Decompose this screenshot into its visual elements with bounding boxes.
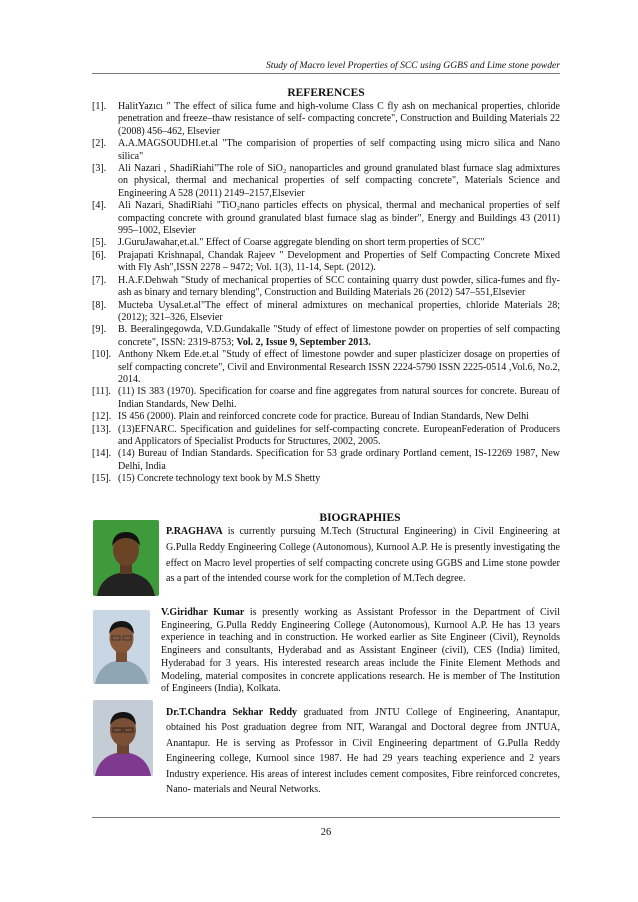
reference-item (92, 448, 560, 473)
reference-number: [6]. (92, 249, 107, 261)
reference-text: (13)EFNARC. Specification and guidelines for self-compacting concrete. EuropeanFederation of Producers and Applicators of Specialist Products for Structures, 2002, 2005. (118, 423, 560, 447)
reference-text-plain: B. Beeralingegowda, V.D.Gundakalle "Study of effect of limestone powder on properties of self compacting concrete", ISSN: 2319-8753; (118, 324, 560, 348)
reference-text: (14) Bureau of Indian Standards. Specification for 53 grade ordinary Portland cement, IS-12269 1987, New Delhi, India (118, 448, 560, 472)
reference-item (92, 349, 560, 386)
biography-giridhar (161, 607, 560, 696)
reference-number: [13]. (92, 423, 112, 435)
reference-number: [10]. (92, 349, 112, 361)
references-heading: REFERENCES (287, 87, 365, 99)
reference-text: A.A.MAGSOUDHI.et.al "The comparision of properties of self compacting using micro silica and Nano silica" (118, 138, 560, 162)
reference-item (92, 324, 560, 349)
reference-number: [8]. (92, 299, 107, 311)
reference-text-bold: Vol. 2, Issue 9, September 2013. (236, 336, 371, 348)
page-number: 26 (320, 827, 332, 838)
author-photo-raghava (93, 520, 159, 596)
reference-text: (11) IS 383 (1970). Specification for coarse and fine aggregates from natural sources for concrete. Bureau of Indian Standards, New Delhi. (118, 386, 560, 410)
biography-name: P.RAGHAVA (166, 526, 223, 537)
biography-name: Dr.T.Chandra Sekhar Reddy (166, 707, 298, 718)
biography-text: is presently working as Assistant Professor in the Department of Civil Engineering, G.Pulla Reddy Engineering College (Autonomous), Kurnool A.P. He has 13 years experience in teaching and in construction. He worked earlier as Site Engineer (Civil), Reynolds Engineers and consultants, Hyderabad and as Assistant Engineer (civil), CES (India) limited, Hyderabad for 3 years. His interested research areas include the Finite Element Methods and Modeling, material composites in concrete applications research. He is member of The Institution of Engineers (India), Kolkata. (161, 607, 560, 695)
reference-number: [1]. (92, 101, 107, 112)
biography-chandra-sekhar (166, 705, 560, 797)
author-portrait-icon (93, 610, 150, 684)
reference-text: Ali Nazari, ShadiRiahi "TiO₂nano particles effects on physical, thermal and mechanical properties of self compacting concrete with ground granulated blast furnace slag as binder", Energy and Buildings 43 (2011) 995–1002, Elsevier (118, 200, 560, 237)
author-photo-chandra-sekhar (93, 700, 153, 776)
biography-text: graduated from JNTU College of Engineering, Anantapur, obtained his Post graduation degree from NIT, Warangal and Doctoral degree from JNTUA, Anantapur. He is serving as Professor in Civil Engineering department of G.Pulla Reddy Engineering college, Kurnool since 1987. He had 29 years teaching experience and 2 years Industry experience. His areas of interest includes cement composites, Fibre reinforced concretes, Nano- materials and Neural Networks. (166, 707, 560, 796)
reference-number: [15]. (92, 473, 112, 485)
reference-number: [9]. (92, 324, 107, 336)
reference-number: [5]. (92, 237, 107, 249)
reference-text: IS 456 (2000). Plain and reinforced concrete code for practice. Bureau of Indian Standards, New Delhi (118, 411, 529, 423)
reference-text: HalitYazıcı " The effect of silica fume and high-volume Class C fly ash on mechanical properties, chloride penetration and freeze–thaw resistance of self- compacting concrete", Construction and Building Materials 22 (2008) 456–462, Elsevier (118, 101, 560, 137)
reference-item (92, 411, 560, 423)
author-portrait-icon (93, 520, 159, 596)
running-head: Study of Macro level Properties of SCC using GGBS and Lime stone powder (265, 60, 560, 71)
reference-text: Ali Nazari , ShadiRiahi"The role of SiO₂ nanoparticles and ground granulated blast furnace slag admixtures on physical, thermal and mechanical properties of self compacting concrete", Materials Science and Engineering A 528 (2011) 2149–2157,Elsevier (118, 163, 560, 199)
biography-raghava (166, 524, 560, 587)
reference-item (92, 275, 560, 300)
reference-number: [14]. (92, 448, 112, 460)
reference-number: [7]. (92, 274, 107, 286)
reference-item (92, 473, 560, 485)
reference-item (92, 300, 560, 325)
reference-item (92, 237, 560, 249)
reference-text (118, 324, 560, 349)
reference-number: [12]. (92, 411, 112, 423)
biographies-heading: BIOGRAPHIES (319, 512, 401, 524)
reference-text: Prajapati Krishnapal, Chandak Rajeev " Development and Properties of Self Compacting Concrete Mixed with Fly Ash",ISSN 2278 – 9472; Vol. 1(3), 11-14, Sept. (2012). (118, 249, 560, 274)
reference-number: [4]. (92, 200, 107, 212)
reference-item (92, 138, 560, 163)
reference-item (92, 101, 560, 138)
references-list (92, 101, 560, 486)
author-photo-giridhar (93, 610, 150, 684)
reference-number: [2]. (92, 138, 107, 150)
author-portrait-icon (93, 700, 153, 776)
reference-number: [11]. (92, 386, 111, 398)
reference-text: J.GuruJawahar,et.al." Effect of Coarse aggregate blending on short term properties of SCC" (118, 237, 485, 249)
reference-item (92, 386, 560, 411)
reference-item (92, 250, 560, 275)
reference-number: [3]. (92, 163, 107, 175)
biography-text: is currently pursuing M.Tech (Structural Engineering) in Civil Engineering at G.Pulla Reddy Engineering College (Autonomous), Kurnool A.P. He is presently investigating the effect on Macro level properties of self compacting concrete using GGBS and Lime stone powder as a part of the intended course work for the completion of M.Tech degree. (166, 526, 560, 585)
reference-text: Mucteba Uysal.et.al"The effect of mineral admixtures on mechanical properties, chloride Materials 28; (2012); 321–326, Elsevier (118, 299, 560, 323)
reference-text: (15) Concrete technology text book by M.S Shetty (118, 473, 321, 485)
reference-item (92, 424, 560, 449)
reference-text: H.A.F.Dehwah "Study of mechanical properties of SCC containing quarry dust powder, silica-fumes and fly-ash as binary and ternary blending", Construction and Building Materials 26 (2012) 547–551,Elsevier (118, 274, 560, 299)
reference-text: Anthony Nkem Ede.et.al "Study of effect of limestone powder and super plasticizer dosage on properties of self compacting concrete", Civil and Environmental Research ISSN 2224-5790 ISSN 2225-0514 ,Vol.6, No.2, 2014. (118, 349, 560, 385)
footer-rule (92, 817, 560, 818)
header-rule (92, 73, 560, 74)
reference-item (92, 200, 560, 237)
biography-name: V.Giridhar Kumar (161, 607, 245, 618)
reference-item (92, 163, 560, 200)
